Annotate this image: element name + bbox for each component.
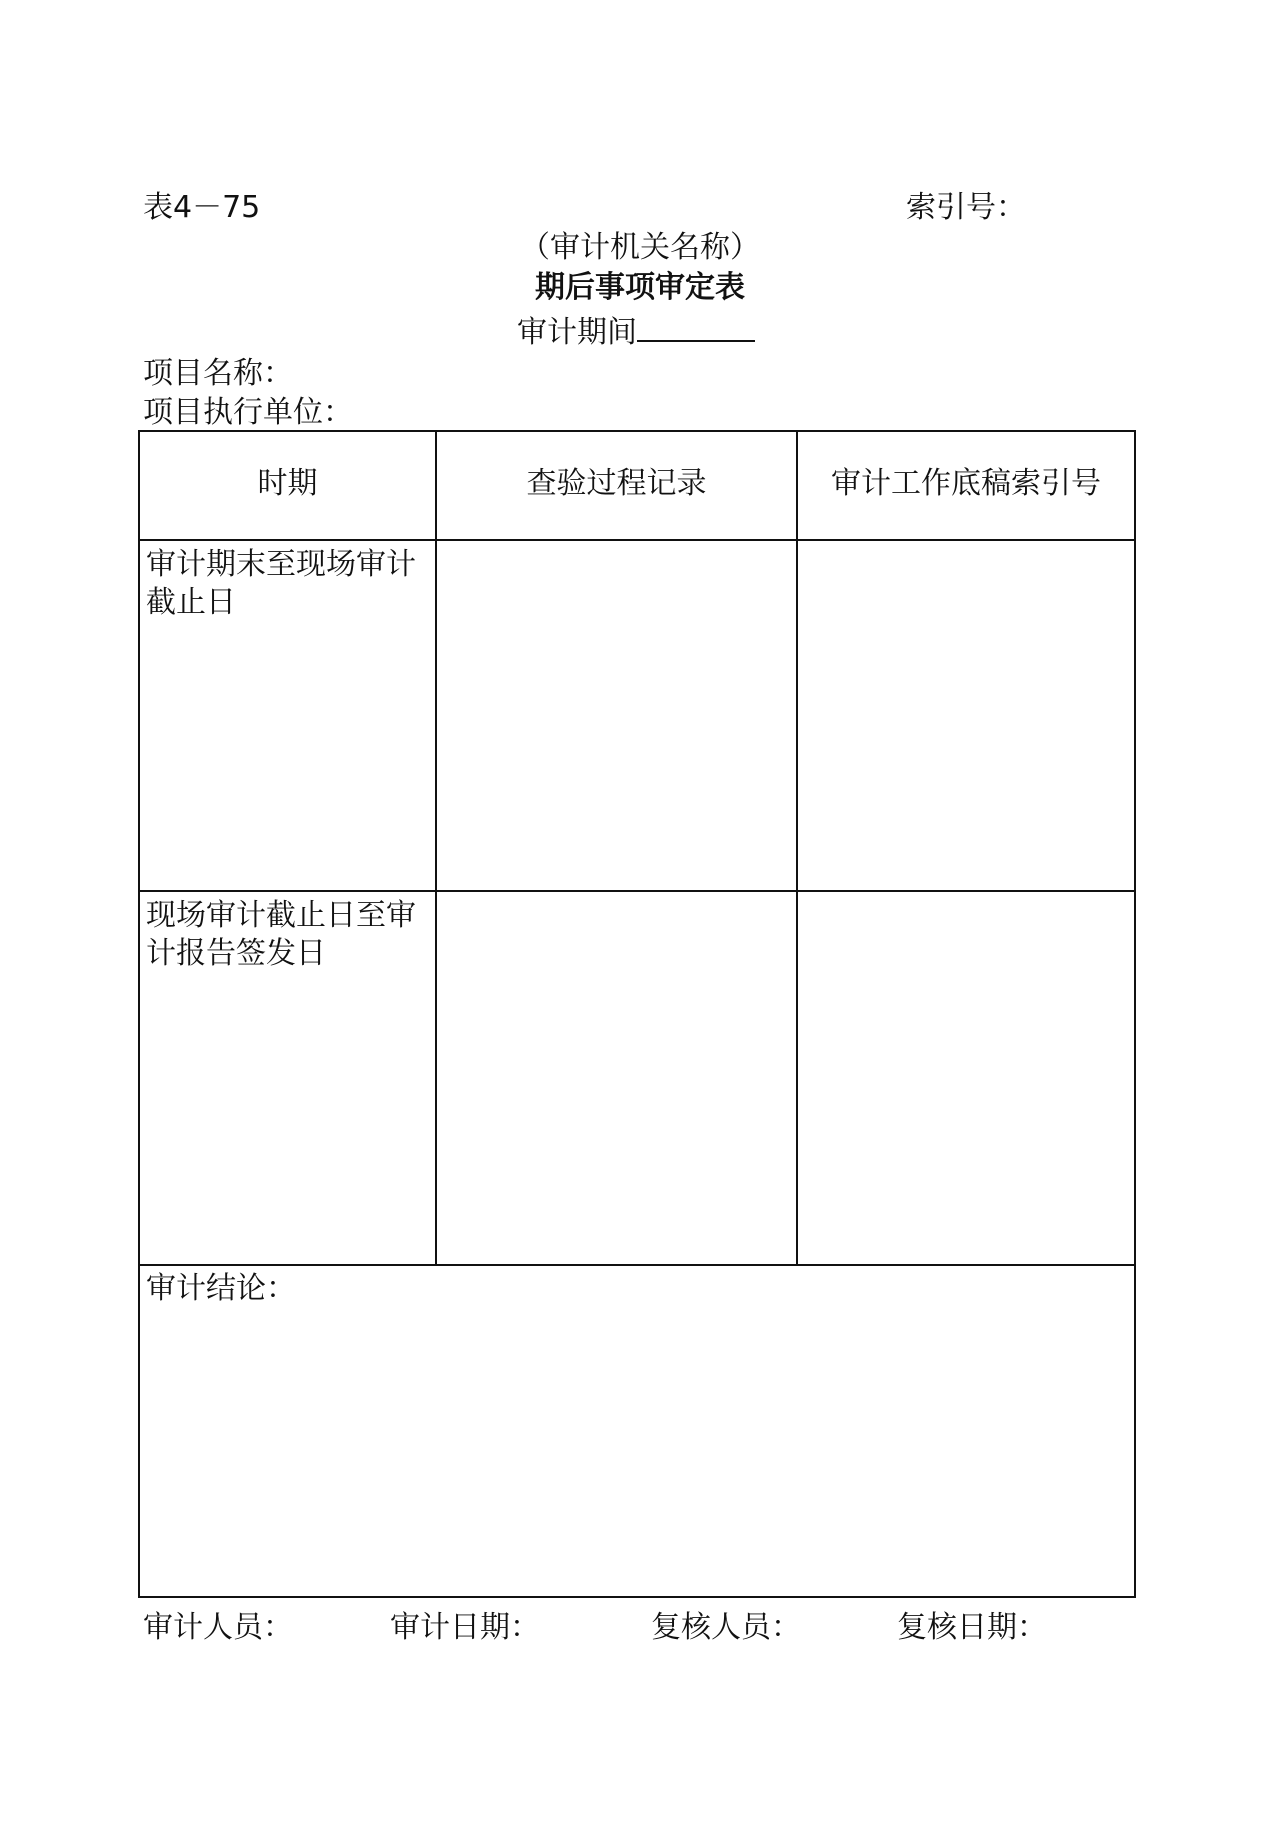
audit-date-label: 审计日期： bbox=[390, 1610, 540, 1645]
table-number: 表4－75 bbox=[143, 190, 261, 225]
process-record-cell[interactable] bbox=[437, 541, 794, 888]
audit-period-field[interactable] bbox=[637, 312, 755, 342]
project-unit-label: 项目执行单位： bbox=[143, 395, 353, 430]
project-name-label: 项目名称： bbox=[143, 356, 293, 391]
period-text-line: 审计期末至现场审计 bbox=[146, 547, 416, 582]
column-header-workpaper-index: 审计工作底稿索引号 bbox=[831, 466, 1101, 501]
auditor-label: 审计人员： bbox=[143, 1610, 293, 1645]
process-record-cell[interactable] bbox=[437, 892, 794, 1262]
period-text-line: 计报告签发日 bbox=[146, 936, 326, 971]
period-text-line: 现场审计截止日至审 bbox=[146, 898, 416, 933]
index-number-label: 索引号： bbox=[906, 190, 1026, 225]
audit-period-label: 审计期间 bbox=[517, 315, 637, 350]
workpaper-index-cell[interactable] bbox=[798, 541, 1134, 888]
audit-conclusion-label: 审计结论： bbox=[146, 1271, 296, 1306]
workpaper-index-cell[interactable] bbox=[798, 892, 1134, 1262]
org-name: （审计机关名称） bbox=[520, 230, 760, 265]
audit-period bbox=[517, 312, 755, 351]
column-header-period: 时期 bbox=[257, 466, 318, 501]
row-divider bbox=[140, 1264, 1134, 1266]
period-cell bbox=[146, 546, 416, 622]
page-title: 期后事项审定表 bbox=[535, 270, 745, 305]
audit-conclusion-field[interactable] bbox=[140, 1310, 1134, 1594]
period-cell bbox=[146, 897, 416, 973]
audit-table bbox=[138, 430, 1136, 1598]
period-text-line: 截止日 bbox=[146, 585, 236, 620]
review-date-label: 复核日期： bbox=[897, 1610, 1047, 1645]
column-header-process-record: 查验过程记录 bbox=[526, 466, 707, 501]
reviewer-label: 复核人员： bbox=[651, 1610, 801, 1645]
